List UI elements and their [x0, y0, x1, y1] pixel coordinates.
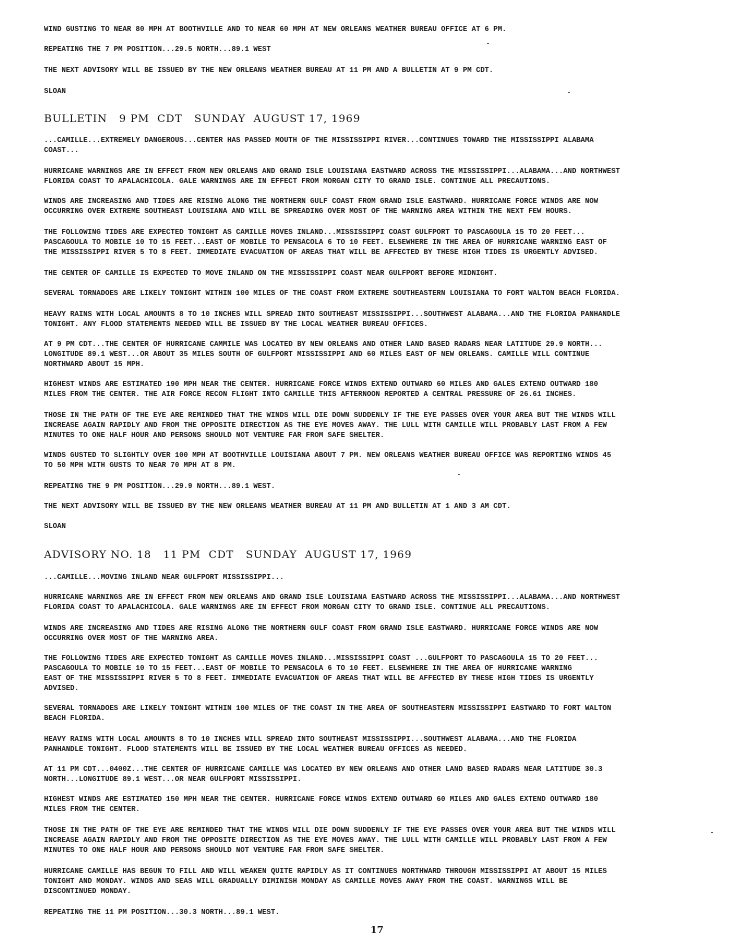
advisory-heavy-rains: HEAVY RAINS WITH LOCAL AMOUNTS 8 TO 10 INCHES WILL SPREAD INTO SOUTHEAST MISSISSIPPI...SOUTHWEST ALABAMA...AND THE FLORIDA PANHANDLE TONIGHT. FLOOD STATEMENTS WILL BE ISSUED BY THE LOCAL WEATHER BUREAU OFFICES AS NEEDED. [44, 736, 577, 754]
bulletin-summary: ...CAMILLE...EXTREMELY DANGEROUS...CENTER HAS PASSED MOUTH OF THE MISSISSIPPI RIVER...CONTINUES TOWARD THE MISSISSIPPI ALABAMA COAST... [44, 137, 594, 155]
bulletin-next-advisory: THE NEXT ADVISORY WILL BE ISSUED BY THE NEW ORLEANS WEATHER BUREAU AT 11 PM AND BULLETIN AT 1 AND 3 AM CDT. [44, 503, 511, 511]
bulletin-winds-increasing: WINDS ARE INCREASING AND TIDES ARE RISING ALONG THE NORTHERN GULF COAST FROM GRAND ISLE EASTWARD. HURRICANE FORCE WINDS ARE NOW OCCURRING OVER EXTREME SOUTHEAST LOUISIANA AND WILL BE SPREADING OVER MOST OF THE WARNING AREA WITHIN THE NEXT FEW HOURS. [44, 198, 599, 216]
bulletin-signature-sloan: SLOAN [44, 523, 66, 531]
advisory-center-location: AT 11 PM CDT...0400Z...THE CENTER OF HURRICANE CAMILLE WAS LOCATED BY NEW ORLEANS AND OTHER LAND BASED RADARS NEAR LATITUDE 30.3 NORTH...LONGITUDE 89.1 WEST...OR NEAR GULFPORT MISSISSIPPI. [44, 766, 603, 784]
advisory-eye-reminder: THOSE IN THE PATH OF THE EYE ARE REMINDED THAT THE WINDS WILL DIE DOWN SUDDENLY IF THE EYE PASSES OVER YOUR AREA BUT THE WINDS WILL INCREASE AGAIN RAPIDLY AND FROM THE OPPOSITE DIRECTION AS THE EYE MOVES AWAY. THE LULL WITH CAMILLE WILL PROBABLY LAST FROM A FEW MINUTES TO ONE HALF HOUR AND PERSONS SHOULD NOT VENTURE FAR FROM SAFE SHELTER. [44, 827, 616, 855]
advisory-repeating-position: REPEATING THE 11 PM POSITION...30.3 NORTH...89.1 WEST. [44, 909, 280, 917]
repeating-7pm-position: REPEATING THE 7 PM POSITION...29.5 NORTH...89.1 WEST [44, 46, 271, 54]
advisory-winds-increasing: WINDS ARE INCREASING AND TIDES ARE RISING ALONG THE NORTHERN GULF COAST FROM GRAND ISLE EASTWARD. HURRICANE FORCE WINDS ARE NOW OCCURRING OVER MOST OF THE WARNING AREA. [44, 625, 599, 643]
bulletin-center-location: AT 9 PM CDT...THE CENTER OF HURRICANE CAMMILE WAS LOCATED BY NEW ORLEANS AND OTHER LAND BASED RADARS NEAR LATITUDE 29.9 NORTH... LONGITUDE 89.1 WEST...OR ABOUT 35 MILES SOUTH OF GULFPORT MISSISSIPPI AND 60 MILES EAST OF NEW ORLEANS. CAMILLE WILL CONTINUE NORTHWARD ABOUT 15 MPH. [44, 341, 603, 369]
bulletin-tornadoes: SEVERAL TORNADOES ARE LIKELY TONIGHT WITHIN 100 MILES OF THE COAST FROM EXTREME SOUTHEASTERN LOUISIANA TO FORT WALTON BEACH FLORIDA. [44, 290, 620, 298]
signature-sloan: SLOAN [44, 88, 66, 96]
advisory-tornadoes: SEVERAL TORNADOES ARE LIKELY TONIGHT WITHIN 100 MILES OF THE COAST IN THE AREA OF SOUTHEASTERN MISSISSIPPI EASTWARD TO FORT WALTON BEACH FLORIDA. [44, 705, 612, 723]
scan-speck [568, 92, 570, 93]
wind-gusting-paragraph: WIND GUSTING TO NEAR 80 MPH AT BOOTHVILLE AND TO NEAR 60 MPH AT NEW ORLEANS WEATHER BUREAU OFFICE AT 6 PM. [44, 26, 507, 34]
advisory-weakening: HURRICANE CAMILLE HAS BEGUN TO FILL AND WILL WEAKEN QUITE RAPIDLY AS IT CONTINUES NORTHWARD THROUGH MISSISSIPPI AT ABOUT 15 MILES TONIGHT AND MONDAY. WINDS AND SEAS WILL GRADUALLY DIMINISH MONDAY AS CAMILLE MOVES AWAY FROM THE COAST. WARNINGS WILL BE DISCONTINUED MONDAY. [44, 868, 607, 896]
bulletin-winds-gusted: WINDS GUSTED TO SLIGHTLY OVER 100 MPH AT BOOTHVILLE LOUISIANA ABOUT 7 PM. NEW ORLEANS WEATHER BUREAU OFFICE WAS REPORTING WINDS 45 TO 50 MPH WITH GUSTS TO NEAR 70 MPH AT 8 PM. [44, 452, 612, 470]
advisory-highest-winds: HIGHEST WINDS ARE ESTIMATED 150 MPH NEAR THE CENTER. HURRICANE FORCE WINDS EXTEND OUTWARD 60 MILES AND GALES EXTEND OUTWARD 180 MILES FROM THE CENTER. [44, 796, 599, 814]
advisory-heading: ADVISORY NO. 18 11 PM CDT SUNDAY AUGUST 17, 1969 [44, 549, 412, 561]
bulletin-tides-expected: THE FOLLOWING TIDES ARE EXPECTED TONIGHT AS CAMILLE MOVES INLAND...MISSISSIPPI COAST GULFPORT TO PASCAGOULA 15 TO 20 FEET... PASCAGOULA TO MOBILE 10 TO 15 FEET...EAST OF MOBILE TO PENSACOLA 6 TO 10 FEET. ELSEWHERE IN THE AREA OF HURRICANE WARNING EAST OF THE MISSISSIPPI RIVER 5 TO 8 FEET. IMMEDIATE EVACUATION OF AREAS THAT WILL BE AFFECTED BY THESE HIGH TIDES IS URGENTLY ADVISED. [44, 229, 607, 257]
bulletin-heading: BULLETIN 9 PM CDT SUNDAY AUGUST 17, 1969 [44, 113, 361, 125]
advisory-hurricane-warnings: HURRICANE WARNINGS ARE IN EFFECT FROM NEW ORLEANS AND GRAND ISLE LOUISIANA EASTWARD ACROSS THE MISSISSIPPI...ALABAMA...AND NORTHWEST FLORIDA COAST TO APALACHICOLA. GALE WARNINGS ARE IN EFFECT FROM MORGAN CITY TO GRAND ISLE. CONTINUE ALL PRECAUTIONS. [44, 594, 620, 612]
bulletin-repeating-position: REPEATING THE 9 PM POSITION...29.9 NORTH...89.1 WEST. [44, 483, 276, 491]
scan-speck [487, 43, 489, 44]
bulletin-highest-winds: HIGHEST WINDS ARE ESTIMATED 190 MPH NEAR THE CENTER. HURRICANE FORCE WINDS EXTEND OUTWARD 60 MILES AND GALES EXTEND OUTWARD 180 MILES FROM THE CENTER. THE AIR FORCE RECON FLIGHT INTO CAMILLE THIS AFTERNOON REPORTED A CENTRAL PRESSURE OF 26.61 INCHES. [44, 381, 599, 399]
scan-speck [458, 474, 460, 475]
scan-speck [711, 832, 713, 833]
bulletin-hurricane-warnings: HURRICANE WARNINGS ARE IN EFFECT FROM NEW ORLEANS AND GRAND ISLE LOUISIANA EASTWARD ACROSS THE MISSISSIPPI...ALABAMA...AND NORTHWEST FLORIDA COAST TO APALACHICOLA. GALE WARNINGS ARE IN EFFECT FROM MORGAN CITY TO GRAND ISLE. CONTINUE ALL PRECAUTIONS. [44, 168, 620, 186]
bulletin-heavy-rains: HEAVY RAINS WITH LOCAL AMOUNTS 8 TO 10 INCHES WILL SPREAD INTO SOUTHEAST MISSISSIPPI...SOUTHWEST ALABAMA...AND THE FLORIDA PANHANDLE TONIGHT. ANY FLOOD STATEMENTS NEEDED WILL BE ISSUED BY THE LOCAL WEATHER BUREAU OFFICES. [44, 311, 620, 329]
bulletin-eye-reminder: THOSE IN THE PATH OF THE EYE ARE REMINDED THAT THE WINDS WILL DIE DOWN SUDDENLY IF THE EYE PASSES OVER YOUR AREA BUT THE WINDS WILL INCREASE AGAIN RAPIDLY AND FROM THE OPPOSITE DIRECTION AS THE EYE MOVES AWAY. THE LULL WITH CAMILLE WILL PROBABLY LAST FROM A FEW MINUTES TO ONE HALF HOUR AND PERSONS SHOULD NOT VENTURE FAR FROM SAFE SHELTER. [44, 412, 616, 440]
next-advisory-note: THE NEXT ADVISORY WILL BE ISSUED BY THE NEW ORLEANS WEATHER BUREAU AT 11 PM AND A BULLETIN AT 9 PM CDT. [44, 67, 494, 75]
advisory-tides-expected: THE FOLLOWING TIDES ARE EXPECTED TONIGHT AS CAMILLE MOVES INLAND...MISSISSIPPI COAST ...GULFPORT TO PASCAGOULA 15 TO 20 FEET... PASCAGOULA TO MOBILE 10 TO 15 FEET...EAST OF MOBILE TO PENSACOLA 6 TO 10 FEET. ELSEWHERE IN THE AREA OF HURRICANE WARNING EAST OF THE MISSISSIPPI RIVER 5 TO 8 FEET. IMMEDIATE EVACUATION OF AREAS THAT WILL BE AFFECTED BY THESE HIGH TIDES IS URGENTLY ADVISED. [44, 655, 599, 693]
advisory-summary: ...CAMILLE...MOVING INLAND NEAR GULFPORT MISSISSIPPI... [44, 574, 284, 582]
bulletin-center-inland: THE CENTER OF CAMILLE IS EXPECTED TO MOVE INLAND ON THE MISSISSIPPI COAST NEAR GULFPORT BEFORE MIDNIGHT. [44, 270, 498, 278]
page-number: 17 [370, 925, 384, 936]
